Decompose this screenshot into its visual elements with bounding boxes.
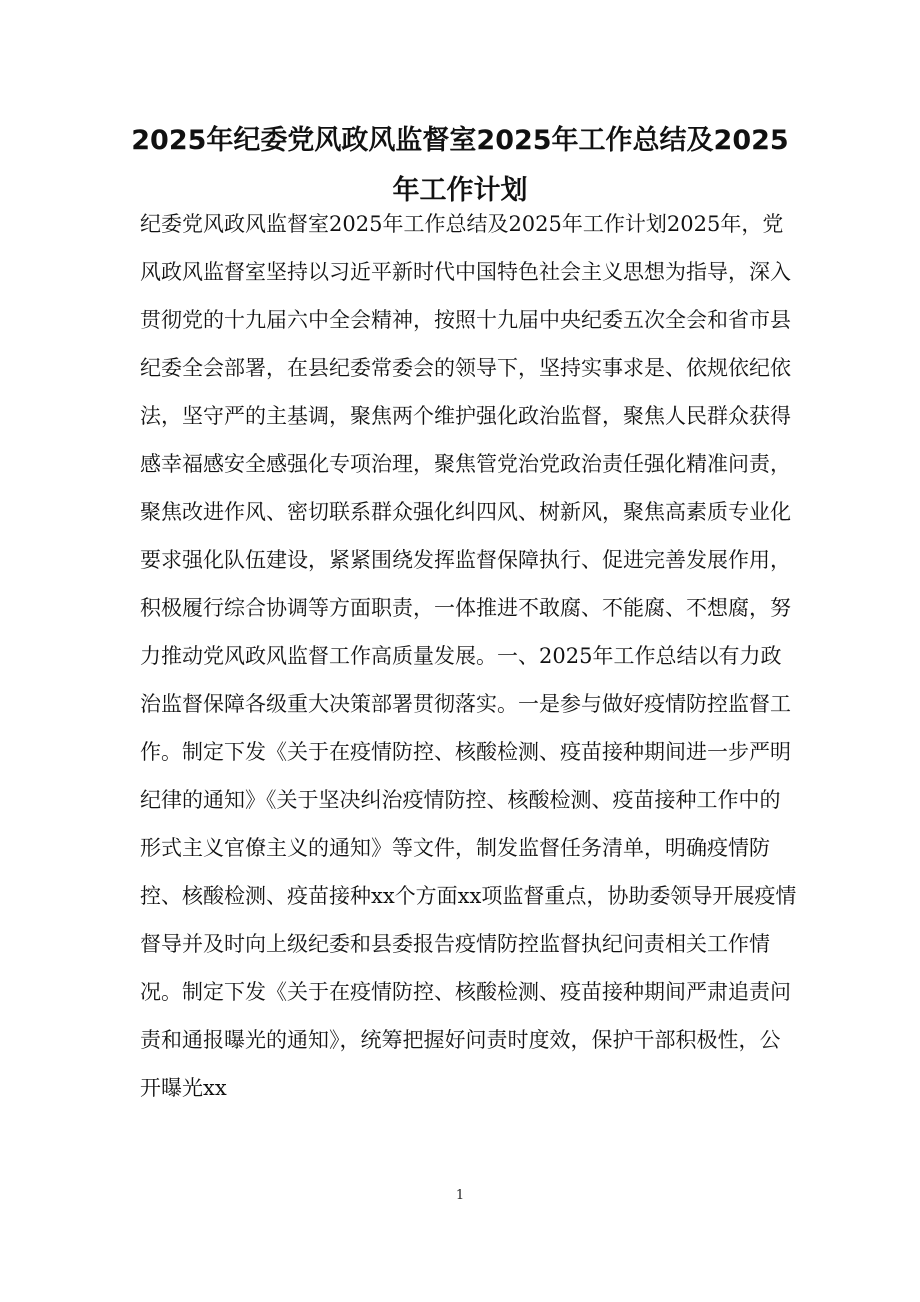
document-title-line-2: 年工作计划 [392, 175, 528, 206]
page-number: 1 [455, 1188, 465, 1203]
document-body-paragraph: 纪委党风政风监督室2025年工作总结及2025年工作计划2025年，党风政风监督室坚持以习近平新时代中国特色社会主义思想为指导，深入贯彻党的十九届六中全会精神，按照十九届中央纪委五次全会和省市县纪委全会部署，在县纪委常委会的领导下，坚持实事求是、依规依纪依法，坚守严的主基调，聚焦两个维护强化政治监督，聚焦人民群众获得感幸福感安全感强化专项治理，聚焦管党治党政治责任强化精准问责，聚焦改进作风、密切联系群众强化纠四风、树新风，聚焦高素质专业化要求强化队伍建设，紧紧围绕发挥监督保障执行、促进完善发展作用，积极履行综合协调等方面职责，一体推进不敢腐、不能腐、不想腐，努力推动党风政风监督工作高质量发展。一、2025年工作总结以有力政治监督保障各级重大决策部署贯彻落实。一是参与做好疫情防控监督工作。制定下发《关于在疫情防控、核酸检测、疫苗接种期间进一步严明纪律的通知》《关于坚决纠治疫情防控、核酸检测、疫苗接种工作中的形式主义官僚主义的通知》等文件，制发监督任务清单，明确疫情防控、核酸检测、疫苗接种xx个方面xx项监督重点，协助委领导开展疫情督导并及时向上级纪委和县委报告疫情防控监督执纪问责相关工作情况。制定下发《关于在疫情防控、核酸检测、疫苗接种期间严肃追责问责和通报曝光的通知》，统筹把握好问责时度效，保护干部积极性，公开曝光xx [140, 212, 797, 1100]
document-title-line-1: 2025年纪委党风政风监督室2025年工作总结及2025 [131, 125, 789, 156]
